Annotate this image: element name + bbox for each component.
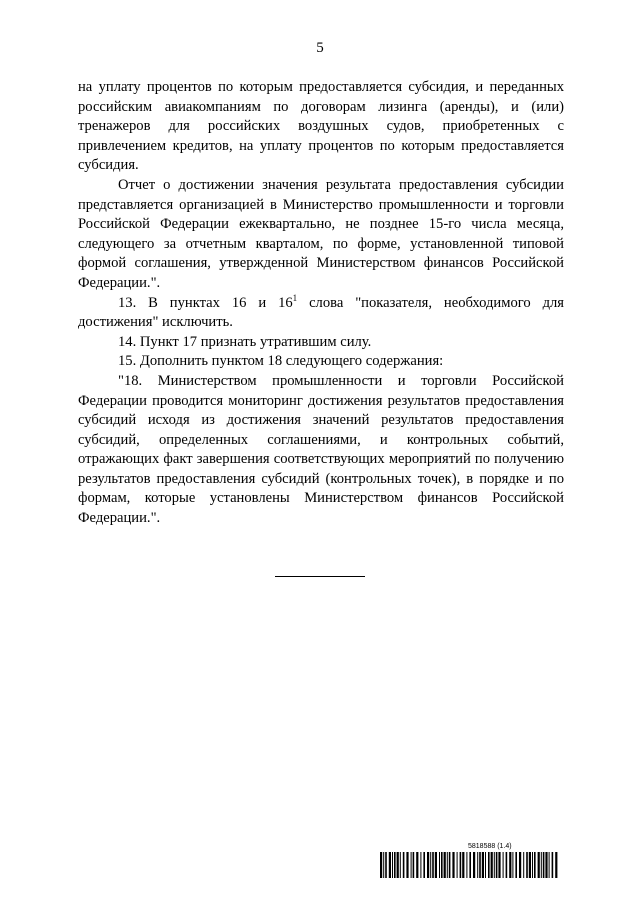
paragraph-report: Отчет о достижении значения результата предоставления субсидии представляется организацией в Министерство промышленности и торговли Российской Федерации ежеквартально, не позднее 15-го числа месяца, следующего за отчетным кварталом, по форме, установленной типовой формой соглашения, утвержденной Министерством финансов Российской Федерации.". (78, 176, 564, 291)
paragraph-item-18: "18. Министерством промышленности и торговли Российской Федерации проводится мониторинг достижения результатов предоставления субсидий исходя из достижения значений результатов предоставления субсидий, определенных соглашениями, и контрольных событий, отражающих факт завершения соответствующих мероприятий по получению результатов предоставления субсидий (контрольных точек), в порядке и по формам, которые установлены Министерством финансов Российской Федерации.". (78, 372, 564, 527)
paragraph-item-13 (78, 294, 564, 333)
page-number: 5 (316, 40, 324, 56)
paragraph-item-15: 15. Дополнить пунктом 18 следующего содержания: (118, 353, 444, 370)
paragraph-continuation: на уплату процентов по которым предоставляется субсидия, и переданных российским авиакомпаниям по договорам лизинга (аренды), и (или) тренажеров для российских воздушных судов, приобретенных с привлечением кредитов, на уплату процентов по которым предоставляется субсидия. (78, 79, 564, 174)
document-body (78, 78, 564, 529)
paragraph-item-14: 14. Пункт 17 признать утратившим силу. (118, 333, 372, 350)
document-code: 5818588 (1.4) (468, 843, 512, 850)
item-13-superscript: 1 (292, 292, 298, 303)
item-13-text-start: 13. В пунктах 16 и 16 (118, 294, 293, 311)
item-13-text-end: слова "показателя, необходимого для достижения" исключить. (78, 294, 564, 331)
separator-line (275, 576, 365, 577)
barcode-icon (380, 852, 560, 878)
